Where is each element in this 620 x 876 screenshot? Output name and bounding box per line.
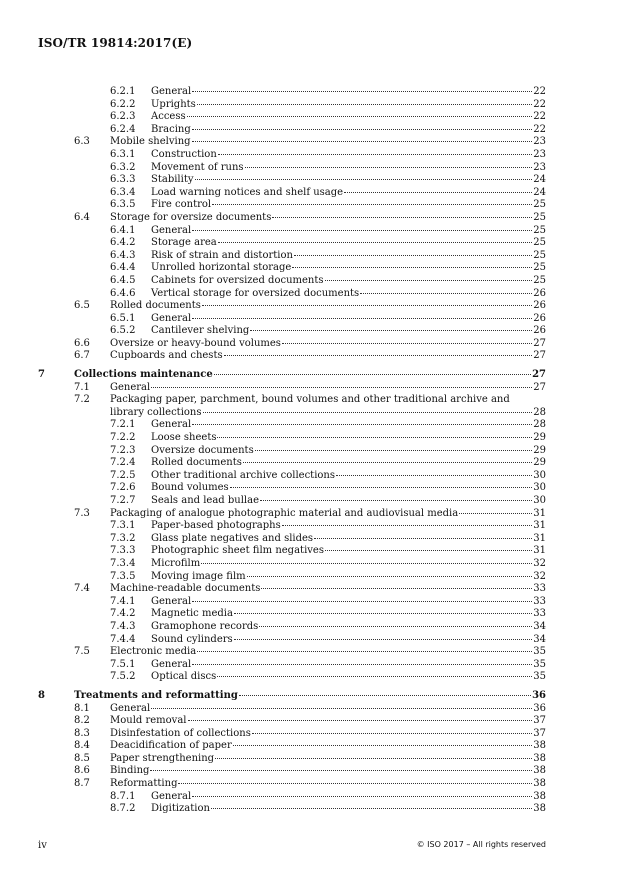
dot-leader [202, 305, 532, 306]
toc-number: 8.3 [74, 727, 90, 739]
toc-number: 6.3 [74, 136, 90, 148]
dot-leader [150, 770, 532, 771]
toc-page: 30 [533, 469, 546, 481]
toc-page: 38 [533, 752, 546, 764]
toc-title: Cantilever shelving [151, 325, 250, 337]
toc-number: 6.4 [74, 211, 90, 223]
toc-page: 37 [533, 727, 546, 739]
toc-title: Reformatting [110, 778, 178, 790]
toc-number: 7.4.3 [110, 620, 136, 632]
toc-page: 32 [533, 557, 546, 569]
toc-entry[interactable] [38, 470, 546, 483]
dot-leader [294, 255, 532, 256]
toc-page: 27 [532, 369, 546, 381]
toc-number: 8.5 [74, 752, 90, 764]
toc-entry[interactable] [38, 432, 546, 445]
toc-entry[interactable] [38, 728, 546, 741]
toc-title: Glass plate negatives and slides [151, 532, 314, 544]
toc-page: 24 [533, 174, 546, 186]
toc-title: Digitization [151, 803, 210, 815]
toc-page: 31 [533, 520, 546, 532]
toc-number: 7.2.2 [110, 432, 136, 444]
dot-leader [272, 217, 532, 218]
toc-page: 33 [533, 608, 546, 620]
toc-number: 7.3.4 [110, 557, 136, 569]
toc-page: 37 [533, 715, 546, 727]
toc-title: General [151, 224, 192, 236]
dot-leader [250, 330, 532, 331]
toc-number: 8 [38, 689, 45, 701]
toc-page: 33 [533, 583, 546, 595]
toc-title: Packaging paper, parchment, bound volumes and other traditional archive and [110, 394, 510, 406]
dot-leader [151, 387, 532, 388]
dot-leader [252, 733, 532, 734]
dot-leader [325, 550, 532, 551]
toc-entry[interactable] [38, 419, 546, 432]
toc-title: General [110, 702, 151, 714]
toc-entry[interactable] [38, 659, 546, 672]
toc-number: 6.5 [74, 300, 90, 312]
dot-leader [218, 154, 533, 155]
toc-entry[interactable] [38, 174, 546, 187]
toc-page: 23 [533, 161, 546, 173]
toc-entry[interactable] [38, 225, 546, 238]
toc-title: Storage for oversize documents [110, 211, 272, 223]
toc-title: Access [151, 111, 186, 123]
dot-leader [192, 141, 533, 142]
toc-page: 25 [533, 211, 546, 223]
toc-entry[interactable] [38, 350, 546, 363]
toc-number: 6.2.4 [110, 123, 136, 135]
toc-number: 6.7 [74, 350, 90, 362]
toc-title: Cabinets for oversized documents [151, 274, 324, 286]
toc-number: 8.1 [74, 702, 90, 714]
dot-leader [217, 437, 532, 438]
toc-title: Gramophone records [151, 620, 259, 632]
dot-leader [188, 720, 533, 721]
toc-entry[interactable] [38, 608, 546, 621]
toc-entry[interactable] [38, 187, 546, 200]
toc-number: 6.4.1 [110, 224, 136, 236]
toc-title: Seals and lead bullae [151, 495, 259, 506]
toc-entry[interactable] [38, 457, 546, 470]
toc-number: 6.4.5 [110, 274, 136, 286]
dot-leader [151, 708, 532, 709]
toc-title: Bracing [151, 123, 191, 135]
toc-page: 26 [533, 325, 546, 337]
toc-page: 27 [533, 337, 546, 349]
toc-entry[interactable] [38, 703, 546, 716]
toc-page: 29 [533, 432, 546, 444]
toc-page: 24 [533, 186, 546, 198]
toc-entry[interactable] [38, 300, 546, 313]
toc-entry[interactable] [38, 86, 546, 99]
toc-page: 32 [533, 570, 546, 582]
dot-leader [224, 355, 533, 356]
toc-number: 7.4.2 [110, 608, 136, 620]
toc-number: 7.4.1 [110, 595, 136, 607]
toc-title: Deacidification of paper [110, 740, 232, 752]
toc-number: 7.3 [74, 507, 90, 519]
toc-page: 38 [533, 790, 546, 802]
dot-leader [336, 475, 532, 476]
toc-title: Microfilm [151, 557, 201, 569]
toc-number: 6.4.6 [110, 287, 136, 299]
toc-number: 7.4 [74, 583, 90, 595]
toc-title: Stability [151, 174, 194, 186]
toc-number: 6.6 [74, 337, 90, 349]
copyright-notice: © ISO 2017 – All rights reserved [416, 840, 546, 849]
dot-leader [247, 576, 533, 577]
dot-leader [197, 651, 532, 652]
dot-leader [195, 179, 533, 180]
dot-leader [187, 116, 533, 117]
toc-title: Collections maintenance [74, 369, 213, 381]
toc-page: 30 [533, 482, 546, 494]
toc-title: Bound volumes [151, 482, 229, 494]
dot-leader [217, 676, 532, 677]
toc-entry[interactable] [38, 778, 546, 791]
toc-page: 23 [533, 148, 546, 160]
toc-title: Oversize documents [151, 444, 254, 456]
toc-number: 7.2.1 [110, 419, 136, 431]
dot-leader [261, 588, 532, 589]
toc-title: Electronic media [110, 646, 197, 658]
toc-number: 6.3.4 [110, 186, 136, 198]
dot-leader [211, 808, 532, 809]
dot-leader [192, 601, 532, 602]
toc-page: 22 [533, 86, 546, 97]
toc-entry[interactable] [38, 671, 546, 684]
dot-leader [192, 91, 532, 92]
toc-title: Load warning notices and shelf usage [151, 186, 344, 198]
dot-leader [282, 525, 533, 526]
dot-leader [201, 563, 532, 564]
toc-number: 8.6 [74, 765, 90, 777]
toc-title: Photographic sheet film negatives [151, 545, 324, 557]
toc-title: Rolled documents [151, 457, 242, 469]
toc-number: 6.4.3 [110, 249, 136, 261]
toc-title: Mobile shelving [110, 136, 191, 148]
toc-number: 7.2.7 [110, 495, 136, 506]
dot-leader [192, 664, 532, 665]
toc-entry[interactable] [38, 124, 546, 137]
toc-number: 6.4.4 [110, 262, 136, 274]
toc-number: 7.3.2 [110, 532, 136, 544]
document-id-header: ISO/TR 19814:2017(E) [38, 36, 193, 50]
toc-title: Movement of runs [151, 161, 244, 173]
toc-page: 38 [533, 740, 546, 752]
toc-title: Binding [110, 765, 150, 777]
toc-entry[interactable] [38, 325, 546, 338]
toc-page: 29 [533, 457, 546, 469]
toc-number: 7.5 [74, 646, 90, 658]
toc-number: 7.1 [74, 381, 90, 393]
toc-number: 7 [38, 369, 45, 381]
dot-leader [314, 538, 532, 539]
toc-title: Machine-readable documents [110, 583, 261, 595]
toc-title: Paper-based photographs [151, 520, 281, 532]
toc-title: Disinfestation of collections [110, 727, 251, 739]
toc-page: 28 [533, 406, 546, 418]
dot-leader [325, 280, 533, 281]
toc-page: 28 [533, 419, 546, 431]
toc-page: 22 [533, 111, 546, 123]
dot-leader [192, 424, 532, 425]
toc-page: 31 [533, 532, 546, 544]
toc-number: 7.2.6 [110, 482, 136, 494]
toc-number: 6.3.5 [110, 199, 136, 211]
toc-page: 27 [533, 350, 546, 362]
toc-number: 7.5.1 [110, 658, 136, 670]
toc-title: Unrolled horizontal storage [151, 262, 292, 274]
toc-entry[interactable] [38, 313, 546, 326]
toc-entry[interactable] [38, 275, 546, 288]
toc-page: 30 [533, 495, 546, 506]
toc-entry[interactable] [38, 162, 546, 175]
toc-entry[interactable] [38, 753, 546, 766]
dot-leader [230, 487, 533, 488]
toc-number: 8.7 [74, 778, 90, 790]
toc-page: 38 [533, 765, 546, 777]
toc-entry[interactable] [38, 533, 546, 546]
toc-entry[interactable] [38, 596, 546, 609]
toc-number: 7.2.3 [110, 444, 136, 456]
toc-page: 25 [533, 237, 546, 249]
toc-number: 8.7.2 [110, 803, 136, 815]
toc-title: Cupboards and chests [110, 350, 223, 362]
toc-title: Other traditional archive collections [151, 469, 335, 481]
toc-entry[interactable] [38, 520, 546, 533]
dot-leader [255, 450, 533, 451]
toc-title: Sound cylinders [151, 633, 233, 645]
dot-leader [344, 192, 532, 193]
toc-title: General [151, 658, 192, 670]
toc-entry[interactable] [38, 149, 546, 162]
toc-entry[interactable] [38, 495, 546, 508]
toc-number: 6.3.2 [110, 161, 136, 173]
page-number: iv [38, 840, 47, 851]
toc-page: 33 [533, 595, 546, 607]
toc-number: 6.5.1 [110, 312, 136, 324]
toc-page: 25 [533, 262, 546, 274]
dot-leader [360, 293, 532, 294]
dot-leader [203, 412, 533, 413]
toc-entry[interactable] [38, 482, 546, 495]
toc-entry[interactable] [38, 212, 546, 225]
dot-leader [245, 167, 533, 168]
toc-entry[interactable] [38, 634, 546, 647]
toc-entry[interactable] [38, 740, 546, 753]
toc-number: 7.2.5 [110, 469, 136, 481]
toc-page: 29 [533, 444, 546, 456]
toc-entry[interactable] [38, 545, 546, 558]
dot-leader [459, 513, 532, 514]
toc-page: 34 [533, 633, 546, 645]
toc-number: 6.4.2 [110, 237, 136, 249]
toc-number: 6.3.3 [110, 174, 136, 186]
toc-entry-continuation[interactable] [38, 407, 546, 420]
toc-title: General [151, 790, 192, 802]
toc-page: 38 [533, 803, 546, 815]
toc-page: 25 [533, 274, 546, 286]
dot-leader [292, 267, 532, 268]
toc-number: 6.3.1 [110, 148, 136, 160]
toc-chapter-entry[interactable] [38, 690, 546, 703]
toc-title: Magnetic media [151, 608, 233, 620]
toc-entry[interactable] [38, 136, 546, 149]
table-of-contents [38, 86, 546, 816]
toc-entry[interactable] [38, 583, 546, 596]
toc-title: General [151, 312, 192, 324]
toc-number: 7.2.4 [110, 457, 136, 469]
toc-number: 8.7.1 [110, 790, 136, 802]
dot-leader [178, 783, 532, 784]
toc-entry[interactable] [38, 791, 546, 804]
toc-title: General [151, 419, 192, 431]
toc-title: Moving image film [151, 570, 246, 582]
toc-title: Optical discs [151, 671, 217, 683]
toc-chapter-entry[interactable] [38, 369, 546, 382]
toc-number: 7.3.3 [110, 545, 136, 557]
toc-number: 8.4 [74, 740, 90, 752]
toc-entry[interactable] [38, 803, 546, 816]
toc-title: General [151, 86, 192, 97]
dot-leader [243, 462, 532, 463]
toc-page: 25 [533, 199, 546, 211]
toc-entry[interactable] [38, 111, 546, 124]
toc-page: 26 [533, 287, 546, 299]
toc-entry[interactable] [38, 621, 546, 634]
dot-leader [260, 500, 532, 501]
toc-title: Loose sheets [151, 432, 217, 444]
toc-page: 36 [532, 689, 546, 701]
dot-leader [192, 318, 532, 319]
toc-page: 38 [533, 778, 546, 790]
toc-entry[interactable] [38, 382, 546, 395]
toc-page: 27 [533, 381, 546, 393]
toc-title-continuation: library collections [110, 406, 202, 418]
toc-entry[interactable] [38, 445, 546, 458]
toc-number: 7.3.1 [110, 520, 136, 532]
toc-entry[interactable] [38, 765, 546, 778]
toc-page: 22 [533, 98, 546, 110]
toc-page: 25 [533, 249, 546, 261]
toc-page: 22 [533, 123, 546, 135]
toc-page: 35 [533, 658, 546, 670]
toc-entry[interactable] [38, 250, 546, 263]
toc-entry[interactable] [38, 338, 546, 351]
toc-entry[interactable] [38, 508, 546, 521]
toc-page: 34 [533, 620, 546, 632]
toc-page: 25 [533, 224, 546, 236]
dot-leader [282, 343, 532, 344]
toc-title: Treatments and reformatting [74, 689, 238, 701]
toc-number: 7.2 [74, 394, 90, 406]
toc-page: 26 [533, 300, 546, 312]
dot-leader [218, 242, 533, 243]
toc-entry[interactable] [38, 199, 546, 212]
dot-leader [192, 796, 532, 797]
toc-number: 8.2 [74, 715, 90, 727]
dot-leader [234, 613, 532, 614]
dot-leader [234, 639, 533, 640]
dot-leader [192, 129, 533, 130]
toc-title: Packaging of analogue photographic material and audiovisual media [110, 507, 459, 519]
toc-entry[interactable] [38, 558, 546, 571]
toc-number: 7.5.2 [110, 671, 136, 683]
toc-entry[interactable] [38, 715, 546, 728]
toc-entry[interactable] [38, 99, 546, 112]
toc-title: Fire control [151, 199, 212, 211]
toc-title: Construction [151, 148, 217, 160]
toc-entry[interactable] [38, 262, 546, 275]
toc-title: Oversize or heavy-bound volumes [110, 337, 281, 349]
toc-number: 6.5.2 [110, 325, 136, 337]
toc-entry[interactable] [38, 646, 546, 659]
toc-entry[interactable] [38, 394, 546, 407]
toc-title: General [151, 595, 192, 607]
dot-leader [197, 104, 532, 105]
toc-number: 7.3.5 [110, 570, 136, 582]
toc-number: 7.4.4 [110, 633, 136, 645]
toc-entry[interactable] [38, 288, 546, 301]
toc-page: 23 [533, 136, 546, 148]
toc-title: Mould removal [110, 715, 187, 727]
toc-number: 6.2.2 [110, 98, 136, 110]
toc-entry[interactable] [38, 237, 546, 250]
toc-page: 26 [533, 312, 546, 324]
toc-entry[interactable] [38, 571, 546, 584]
toc-number: 6.2.3 [110, 111, 136, 123]
toc-page: 31 [533, 545, 546, 557]
toc-page: 36 [533, 702, 546, 714]
toc-number: 6.2.1 [110, 86, 136, 97]
toc-title: General [110, 381, 151, 393]
dot-leader [214, 374, 531, 375]
dot-leader [192, 230, 532, 231]
dot-leader [215, 758, 532, 759]
toc-title: Risk of strain and distortion [151, 249, 293, 261]
toc-title: Storage area [151, 237, 217, 249]
toc-title: Paper strengthening [110, 752, 215, 764]
toc-title: Vertical storage for oversized documents [151, 287, 360, 299]
dot-leader [239, 695, 531, 696]
toc-page: 35 [533, 671, 546, 683]
dot-leader [212, 204, 532, 205]
dot-leader [233, 745, 533, 746]
toc-page: 35 [533, 646, 546, 658]
dot-leader [259, 626, 532, 627]
toc-page: 31 [533, 507, 546, 519]
toc-title: Uprights [151, 98, 196, 110]
toc-title: Rolled documents [110, 300, 201, 312]
